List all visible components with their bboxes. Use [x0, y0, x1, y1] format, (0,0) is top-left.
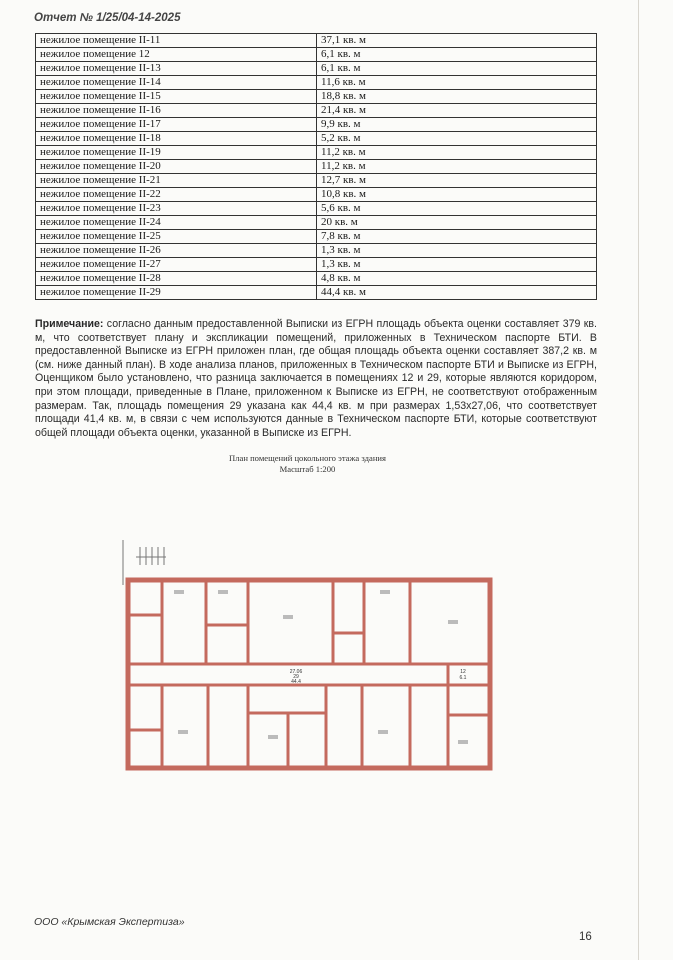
room-name-cell: нежилое помещение II-16 [36, 104, 317, 118]
plan-label-mark [218, 590, 228, 594]
plan-corridor-label: 29 [293, 674, 299, 680]
note-label: Примечание: [35, 318, 104, 330]
room-name-cell: нежилое помещение II-11 [36, 34, 317, 48]
table-row [36, 34, 597, 48]
room-area-cell: 9,9 кв. м [317, 118, 597, 132]
room-area-cell: 5,6 кв. м [317, 202, 597, 216]
room-name-cell: нежилое помещение II-23 [36, 202, 317, 216]
plan-label-mark [174, 590, 184, 594]
room-area-cell: 37,1 кв. м [317, 34, 597, 48]
table-row [36, 104, 597, 118]
room-area-cell: 21,4 кв. м [317, 104, 597, 118]
room-area-cell: 44,4 кв. м [317, 286, 597, 300]
table-row [36, 216, 597, 230]
room-name-cell: нежилое помещение II-29 [36, 286, 317, 300]
plan-room12-area: 6.1 [459, 675, 467, 681]
note-text: согласно данным предоставленной Выписки из ЕГРН площадь объекта оценки составляет 379 кв. м, что соответствует плану и экспликации помещений, приложенных в Техническом паспорте БТИ. В предоставленной Выписке из ЕГРН приложен план, где общая площадь объекта оценки составляет 387,2 кв. м (см. ниже данный план). В ходе анализа планов, приложенных в Техническом паспорте БТИ и Выписке из ЕГРН, Оценщиком было установлено, что разница заключается в помещениях 12 и 29, которые являются коридором, при этом площади, приведенные в Плане, приложенном к Выписке из ЕГРН, не соответствуют отображенным размерам. Так, площадь помещения 29 указана как 44,4 кв. м при размерах 1,53x27,06, что соответствует площади 41,4 кв. м, в связи с чем используются данные в Техническом паспорте БТИ, которые соответствуют общей площади объекта оценки, указанной в Выписке из ЕГРН. [35, 318, 597, 439]
rooms-table-body [36, 34, 597, 300]
plan-label-mark [378, 730, 388, 734]
rooms-table [35, 33, 597, 300]
table-row [36, 188, 597, 202]
page-edge [638, 0, 639, 960]
plan-label-mark [380, 590, 390, 594]
room-area-cell: 1,3 кв. м [317, 258, 597, 272]
table-row [36, 90, 597, 104]
room-area-cell: 12,7 кв. м [317, 174, 597, 188]
footer-company: ООО «Крымская Экспертиза» [34, 916, 185, 928]
page-number: 16 [579, 931, 592, 943]
plan-label-mark [458, 740, 468, 744]
room-name-cell: нежилое помещение II-19 [36, 146, 317, 160]
room-name-cell: нежилое помещение II-24 [36, 216, 317, 230]
table-row [36, 258, 597, 272]
note-paragraph [35, 318, 597, 440]
table-row [36, 230, 597, 244]
room-area-cell: 20 кв. м [317, 216, 597, 230]
plan-room12-label: 12 [460, 669, 466, 675]
plan-corridor-length: 27.06 [289, 669, 303, 675]
table-row [36, 48, 597, 62]
room-area-cell: 7,8 кв. м [317, 230, 597, 244]
table-row [36, 118, 597, 132]
room-name-cell: нежилое помещение II-22 [36, 188, 317, 202]
room-name-cell: нежилое помещение II-21 [36, 174, 317, 188]
room-area-cell: 6,1 кв. м [317, 62, 597, 76]
plan-label-mark [283, 615, 293, 619]
room-name-cell: нежилое помещение II-15 [36, 90, 317, 104]
room-name-cell: нежилое помещение II-14 [36, 76, 317, 90]
floor-plan [118, 535, 500, 775]
table-row [36, 76, 597, 90]
plan-label-mark [268, 735, 278, 739]
room-area-cell: 5,2 кв. м [317, 132, 597, 146]
plan-outer-wall [128, 580, 490, 768]
room-area-cell: 11,2 кв. м [317, 160, 597, 174]
table-row [36, 244, 597, 258]
room-name-cell: нежилое помещение II-25 [36, 230, 317, 244]
room-name-cell: нежилое помещение 12 [36, 48, 317, 62]
report-number: Отчет № 1/25/04-14-2025 [34, 12, 181, 24]
table-row [36, 202, 597, 216]
room-name-cell: нежилое помещение II-20 [36, 160, 317, 174]
plan-corridor-area: 44.4 [291, 679, 301, 685]
room-name-cell: нежилое помещение II-28 [36, 272, 317, 286]
room-area-cell: 4,8 кв. м [317, 272, 597, 286]
table-row [36, 62, 597, 76]
room-area-cell: 11,2 кв. м [317, 146, 597, 160]
room-name-cell: нежилое помещение II-26 [36, 244, 317, 258]
table-row [36, 132, 597, 146]
room-name-cell: нежилое помещение II-13 [36, 62, 317, 76]
room-name-cell: нежилое помещение II-18 [36, 132, 317, 146]
plan-title: План помещений цокольного этажа здания [229, 453, 386, 463]
table-row [36, 272, 597, 286]
room-area-cell: 18,8 кв. м [317, 90, 597, 104]
table-row [36, 286, 597, 300]
plan-label-mark [448, 620, 458, 624]
room-name-cell: нежилое помещение II-27 [36, 258, 317, 272]
room-area-cell: 1,3 кв. м [317, 244, 597, 258]
table-row [36, 146, 597, 160]
plan-label-mark [178, 730, 188, 734]
plan-scale: Масштаб 1:200 [279, 464, 336, 474]
room-area-cell: 11,6 кв. м [317, 76, 597, 90]
table-row [36, 174, 597, 188]
room-area-cell: 10,8 кв. м [317, 188, 597, 202]
room-name-cell: нежилое помещение II-17 [36, 118, 317, 132]
table-row [36, 160, 597, 174]
room-area-cell: 6,1 кв. м [317, 48, 597, 62]
